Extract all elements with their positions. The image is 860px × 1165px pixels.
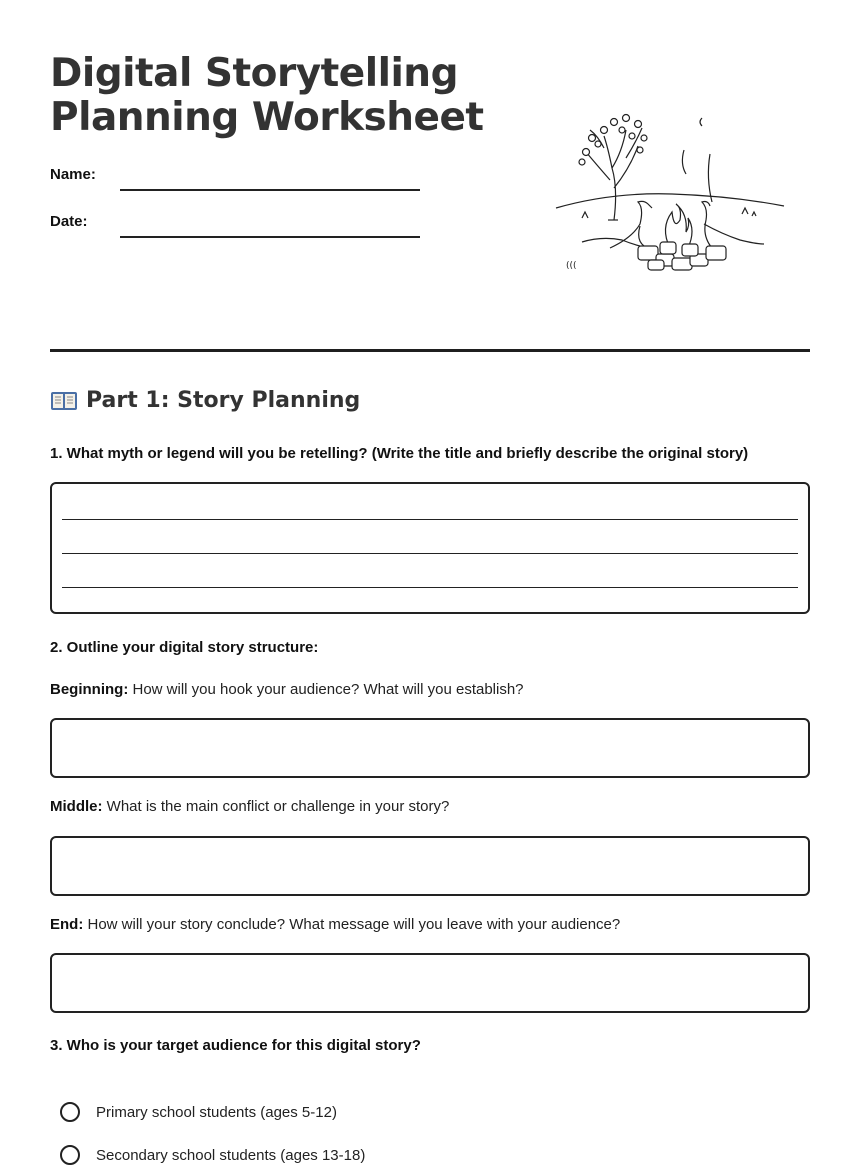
end-prompt [50,916,620,933]
date-field-row [50,213,420,230]
date-label: Date: [50,213,88,230]
worksheet-title [50,52,484,140]
radio-button[interactable] [60,1102,80,1122]
name-label: Name: [50,166,96,183]
part1-title: Part 1: Story Planning [86,388,361,413]
audience-option-label: Secondary school students (ages 13-18) [96,1146,366,1164]
question-2: 2. Outline your digital story structure: [50,639,319,656]
answer-line [62,553,798,554]
question-3: 3. Who is your target audience for this digital story? [50,1037,421,1054]
audience-option[interactable] [60,1102,337,1122]
question-1: 1. What myth or legend will you be retelling? (Write the title and briefly describe the original story) [50,445,749,462]
answer-line [62,587,798,588]
beginning-label: Beginning: [50,681,129,698]
name-field-row [50,166,420,183]
name-line-field[interactable] [120,189,420,191]
part1-heading [50,388,360,413]
middle-label: Middle: [50,798,103,815]
beginning-text: How will you hook your audience? What will you establish? [128,681,524,698]
q1-answer-box[interactable] [50,482,810,614]
sound-marks: ((( [566,261,577,271]
radio-button[interactable] [60,1145,80,1165]
end-answer-box[interactable] [50,953,810,1013]
section-divider [50,349,810,352]
campfire-kangaroos-illustration [552,108,788,280]
date-line-field[interactable] [120,236,420,238]
title-line-2: Planning Worksheet [50,95,484,140]
end-text: How will your story conclude? What message will you leave with your audience? [83,916,621,933]
middle-prompt [50,798,449,815]
end-label: End: [50,916,84,933]
beginning-prompt [50,681,524,698]
middle-text: What is the main conflict or challenge in your story? [102,798,450,815]
title-line-1: Digital Storytelling [50,51,458,96]
audience-option[interactable] [60,1145,365,1165]
middle-answer-box[interactable] [50,836,810,896]
answer-line [62,519,798,520]
beginning-answer-box[interactable] [50,718,810,778]
audience-option-label: Primary school students (ages 5-12) [96,1103,337,1121]
book-icon [50,390,78,412]
